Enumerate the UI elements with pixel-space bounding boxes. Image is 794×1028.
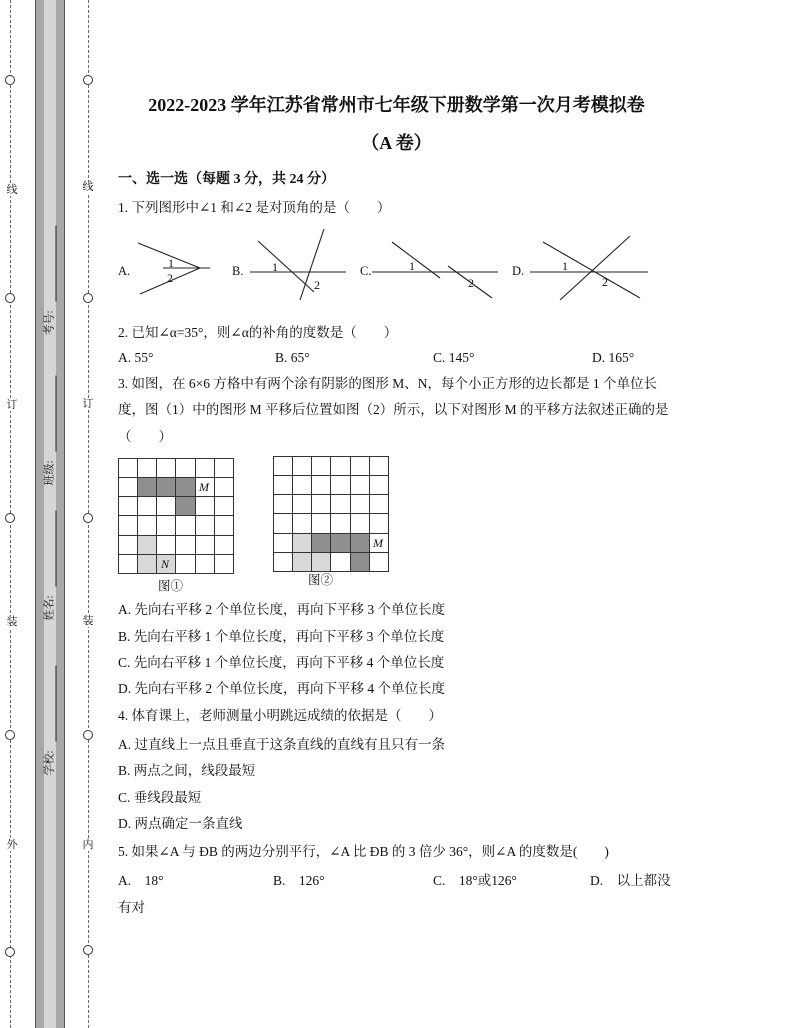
grid-cell — [196, 555, 215, 574]
figure-line — [543, 242, 640, 298]
grid-cell — [215, 497, 234, 516]
grid-cell — [331, 457, 350, 476]
school-label: 学校: — [43, 750, 56, 776]
grid-cell-m-shaded — [312, 534, 331, 553]
grid-cell — [370, 514, 389, 533]
grid-cell — [138, 497, 157, 516]
binding-hole-circle — [5, 730, 15, 740]
grid-cell — [196, 536, 215, 555]
grid-cell — [274, 534, 293, 553]
grid-cell — [274, 514, 293, 533]
outer-mark-wai: 外 — [6, 839, 18, 851]
grid-cell — [312, 495, 331, 514]
q4-stem: 4. 体育课上，老师测量小明跳远成绩的依据是（ ） — [118, 708, 442, 723]
grid-cell — [196, 497, 215, 516]
q5-stem: 5. 如果∠A 与 ÐB 的两边分别平行，∠A 比 ÐB 的 3 倍少 36°，则∠A 的度数是( ) — [118, 844, 609, 859]
inner-mark-nei: 内 — [82, 839, 94, 851]
grid-cell — [370, 476, 389, 495]
inner-mark-ding: 订 — [82, 398, 94, 410]
q3-option-d[interactable]: D. 先向右平移 2 个单位长度，再向下平移 4 个单位长度 — [118, 681, 445, 696]
angle-label-2: 2 — [167, 271, 173, 285]
grid-cell — [331, 514, 350, 533]
grid-cell — [215, 459, 234, 478]
grid-cell — [176, 516, 195, 535]
grid-cell — [215, 536, 234, 555]
grid-cell — [351, 457, 370, 476]
grid-cell — [157, 459, 176, 478]
grid-cell — [274, 495, 293, 514]
grid-cell — [138, 516, 157, 535]
grid-cell — [215, 478, 234, 497]
grid-cell-m-shaded — [351, 534, 370, 553]
binding-hole-circle — [5, 513, 15, 523]
q4-option-b[interactable]: B. 两点之间，线段最短 — [118, 763, 256, 778]
grid-cell — [119, 497, 138, 516]
binding-hole-circle — [83, 513, 93, 523]
grid-cell — [293, 476, 312, 495]
binding-hole-circle — [83, 293, 93, 303]
q3-figure-1 — [118, 458, 234, 574]
q5-option-d[interactable]: D. 以上都没 — [590, 873, 671, 888]
grid-cell — [331, 495, 350, 514]
binding-hole-circle — [83, 730, 93, 740]
binding-hole-circle — [5, 293, 15, 303]
grid-cell — [119, 478, 138, 497]
q3-option-a[interactable]: A. 先向右平移 2 个单位长度，再向下平移 3 个单位长度 — [118, 602, 445, 617]
grid-cell-m-shaded — [351, 553, 370, 572]
grid-cell — [138, 459, 157, 478]
q2-option-a[interactable]: A. 55° — [118, 350, 154, 365]
outer-mark-ding: 订 — [6, 399, 18, 411]
outer-mark-xian: 线 — [6, 184, 18, 196]
grid-cell — [312, 457, 331, 476]
grid-cell — [370, 457, 389, 476]
q3-option-b[interactable]: B. 先向右平移 1 个单位长度，再向下平移 3 个单位长度 — [118, 629, 445, 644]
grid-cell — [176, 459, 195, 478]
binding-hole-circle — [83, 945, 93, 955]
inner-mark-xian: 线 — [82, 181, 94, 193]
q5-option-b[interactable]: B. 126° — [273, 873, 325, 888]
grid-cell — [119, 555, 138, 574]
binding-hole-circle — [83, 75, 93, 85]
q5-option-a[interactable]: A. 18° — [118, 873, 164, 888]
q3-stem-line: 3. 如图，在 6×6 方格中有两个涂有阴影的图形 M、N，每个小正方形的边长都是 1 个单位长 — [118, 376, 657, 391]
q3-figure-2 — [273, 456, 389, 572]
grid-cell — [157, 497, 176, 516]
page-subtitle: （A 卷） — [361, 133, 432, 153]
q1-option-letter: D. — [512, 264, 525, 278]
q1-figure-b[interactable] — [232, 229, 346, 300]
angle-label-1: 1 — [409, 259, 415, 273]
q4-option-a[interactable]: A. 过直线上一点且垂直于这条直线的直线有且只有一条 — [118, 737, 445, 752]
grid-cell — [351, 495, 370, 514]
figure-line — [392, 242, 440, 278]
name-label: 姓名: — [43, 595, 56, 621]
grid-cell — [293, 514, 312, 533]
q4-option-c[interactable]: C. 垂线段最短 — [118, 790, 202, 805]
q1-figure-c[interactable] — [360, 242, 498, 298]
page-title: 2022-2023 学年江苏省常州市七年级下册数学第一次月考模拟卷 — [148, 95, 645, 115]
grid-cell — [293, 495, 312, 514]
section-heading: 一、选一选（每题 3 分，共 24 分） — [118, 172, 335, 187]
grid-cell — [293, 457, 312, 476]
square-grid — [273, 456, 389, 572]
shape-m-label: M — [199, 480, 209, 494]
school-blank[interactable] — [45, 666, 57, 742]
grid-cell-n-shaded — [293, 534, 312, 553]
q3-stem-line: 度，图（1）中的图形 M 平移后位置如图（2）所示，以下对图形 M 的平移方法叙述正确的是 — [118, 402, 669, 417]
angle-label-2: 2 — [468, 276, 474, 290]
grid-cell — [351, 514, 370, 533]
grid-cell — [331, 553, 350, 572]
exam-number-field[interactable] — [44, 226, 57, 336]
grid-cell — [370, 495, 389, 514]
grid-cell — [331, 476, 350, 495]
grid-cell-m-shaded — [176, 478, 195, 497]
q1-option-letter: C. — [360, 264, 372, 278]
grid-cell-n-shaded — [293, 553, 312, 572]
binding-hole-circle — [5, 947, 15, 957]
name-field[interactable] — [44, 511, 57, 621]
shape-n-label: N — [161, 557, 170, 571]
figure-line — [300, 229, 324, 300]
class-blank[interactable] — [45, 376, 57, 452]
q3-stem-line: （ ） — [118, 429, 172, 444]
figure-1-caption: 图① — [158, 579, 184, 593]
angle-label-1: 1 — [168, 256, 174, 270]
angle-label-2: 2 — [602, 275, 608, 289]
q1-stem: 1. 下列图形中∠1 和∠2 是对顶角的是（ ） — [118, 200, 391, 215]
name-blank[interactable] — [45, 511, 57, 587]
class-field[interactable] — [44, 376, 57, 486]
square-grid — [118, 458, 234, 574]
grid-cell — [215, 555, 234, 574]
exam-number-label: 考号: — [43, 310, 56, 336]
q2-option-b[interactable]: B. 65° — [275, 350, 310, 365]
grid-cell — [274, 476, 293, 495]
angle-label-1: 1 — [272, 260, 278, 274]
grid-cell-n-shaded — [138, 536, 157, 555]
q2-stem: 2. 已知∠α=35°，则∠α的补角的度数是（ ） — [118, 325, 398, 340]
q1-option-letter: B. — [232, 264, 244, 278]
grid-cell — [119, 536, 138, 555]
q2-option-c[interactable]: C. 145° — [433, 350, 475, 365]
grid-cell — [119, 516, 138, 535]
grid-cell — [351, 476, 370, 495]
grid-cell — [176, 536, 195, 555]
grid-cell — [176, 555, 195, 574]
grid-cell-n-shaded — [138, 555, 157, 574]
grid-cell-m-shaded — [176, 497, 195, 516]
q3-option-c[interactable]: C. 先向右平移 1 个单位长度，再向下平移 4 个单位长度 — [118, 655, 445, 670]
grid-cell — [312, 476, 331, 495]
grid-cell — [215, 516, 234, 535]
q5-option-d-continued: 有对 — [118, 900, 145, 915]
q1-figures — [118, 228, 658, 310]
q5-option-c[interactable]: C. 18°或126° — [433, 873, 517, 888]
grid-cell-n-shaded — [312, 553, 331, 572]
class-label: 班级: — [43, 460, 56, 486]
q1-option-letter: A. — [118, 264, 131, 278]
shape-m-label: M — [373, 536, 383, 550]
q4-option-d[interactable]: D. 两点确定一条直线 — [118, 816, 243, 831]
angle-label-1: 1 — [562, 259, 568, 273]
binding-hole-circle — [5, 75, 15, 85]
grid-cell — [370, 553, 389, 572]
grid-cell — [157, 516, 176, 535]
outer-mark-zhuang: 装 — [6, 616, 18, 628]
exam-number-blank[interactable] — [45, 226, 57, 302]
q1-figure-a[interactable] — [118, 243, 210, 294]
grid-cell-m-shaded — [331, 534, 350, 553]
figure-2-caption: 图② — [308, 573, 334, 587]
grid-cell — [157, 536, 176, 555]
q1-figure-d[interactable] — [512, 236, 648, 300]
q2-option-d[interactable]: D. 165° — [592, 350, 635, 365]
angle-label-2: 2 — [314, 278, 320, 292]
grid-cell-m-shaded — [157, 478, 176, 497]
grid-cell — [274, 457, 293, 476]
school-field[interactable] — [44, 666, 57, 776]
grid-cell-m-shaded — [138, 478, 157, 497]
grid-cell — [119, 459, 138, 478]
grid-cell — [196, 459, 215, 478]
figure-line — [560, 236, 630, 300]
grid-cell — [196, 516, 215, 535]
inner-mark-zhuang: 装 — [82, 615, 94, 627]
grid-cell — [274, 553, 293, 572]
grid-cell — [312, 514, 331, 533]
